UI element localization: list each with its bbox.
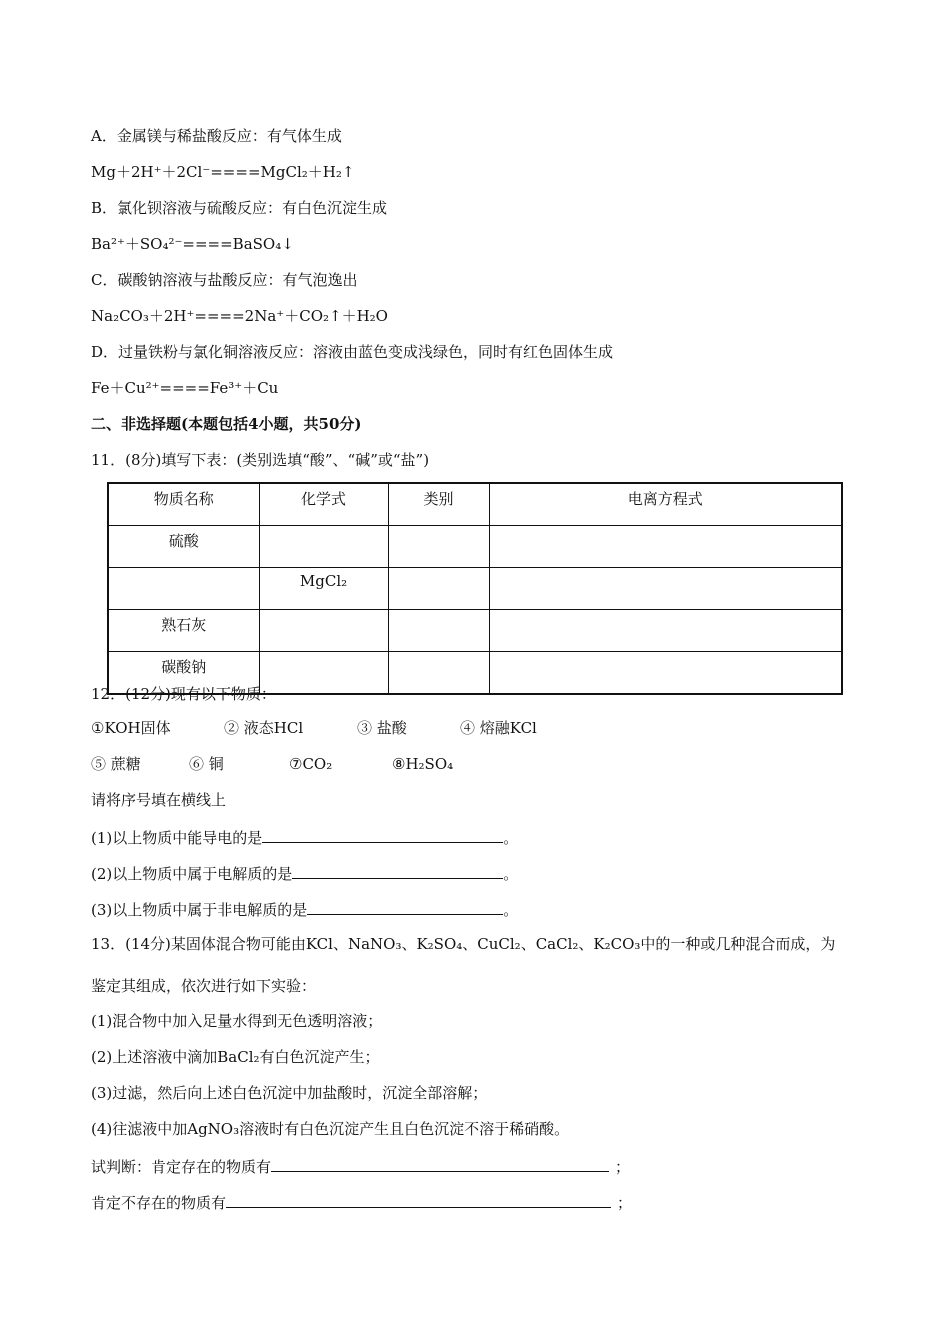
option-b-equation: Ba²⁺＋SO₄²⁻====BaSO₄↓ [91, 235, 294, 253]
table-cell-input[interactable] [388, 568, 489, 610]
q12-stem: 12．(12分)现有以下物质： [91, 685, 276, 703]
q13-judge-absent [91, 1191, 632, 1213]
table-cell-input[interactable] [489, 568, 842, 610]
table-header-row [108, 483, 842, 526]
table-row [108, 526, 842, 568]
answer-blank[interactable] [292, 862, 503, 879]
q13-step3: (3)过滤，然后向上述白色沉淀中加盐酸时，沉淀全部溶解； [91, 1084, 488, 1102]
q12-sub3 [91, 898, 518, 920]
q13-stem-line2: 鉴定其组成，依次进行如下实验： [91, 977, 317, 995]
q12-sub3-text: (3)以上物质中属于非电解质的是 [91, 901, 308, 919]
table-row [108, 610, 842, 652]
header-formula: 化学式 [259, 483, 388, 526]
option-a-label: A．金属镁与稀盐酸反应：有气体生成 [91, 127, 342, 145]
period: 。 [503, 865, 519, 883]
q12-items-row2 [91, 754, 453, 774]
table-cell-input[interactable] [388, 610, 489, 652]
table-cell-input[interactable] [259, 652, 388, 695]
answer-blank[interactable] [226, 1191, 611, 1208]
table-cell: 熟石灰 [108, 610, 259, 652]
list-item: ⑥ 铜 [189, 755, 224, 773]
q12-instruction: 请将序号填在横线上 [91, 791, 227, 809]
table-cell: 碳酸钠 [108, 652, 259, 695]
header-substance-name: 物质名称 [108, 483, 259, 526]
list-item: ①KOH固体 [91, 719, 171, 737]
list-item: ③ 盐酸 [357, 719, 407, 737]
answer-blank[interactable] [307, 898, 503, 915]
q13-stem-line1: 13．(14分)某固体混合物可能由KCl、NaNO₃、K₂SO₄、CuCl₂、CaCl₂、K₂CO₃中的一种或几种混合而成，为 [91, 935, 836, 953]
q13-step2: (2)上述溶液中滴加BaCl₂有白色沉淀产生； [91, 1048, 380, 1066]
q12-sub2-text: (2)以上物质中属于电解质的是 [91, 865, 293, 883]
option-c-equation: Na₂CO₃＋2H⁺====2Na⁺＋CO₂↑＋H₂O [91, 307, 388, 325]
q13-judge-present [91, 1155, 630, 1177]
q12-items-row1 [91, 718, 537, 738]
list-item: ⑧H₂SO₄ [392, 755, 454, 773]
table-cell: MgCl₂ [259, 568, 388, 610]
table-cell-input[interactable] [388, 526, 489, 568]
table-cell-input[interactable] [489, 652, 842, 695]
q11-table [107, 482, 843, 695]
period: 。 [503, 829, 519, 847]
option-d-equation: Fe＋Cu²⁺====Fe³⁺＋Cu [91, 379, 279, 397]
q13-step4: (4)往滤液中加AgNO₃溶液时有白色沉淀产生且白色沉淀不溶于稀硝酸。 [91, 1120, 570, 1138]
answer-blank[interactable] [262, 826, 503, 843]
option-b-label: B．氯化钡溶液与硫酸反应：有白色沉淀生成 [91, 199, 388, 217]
option-d-label: D．过量铁粉与氯化铜溶液反应：溶液由蓝色变成浅绿色，同时有红色固体生成 [91, 343, 614, 361]
option-c-label: C．碳酸钠溶液与盐酸反应：有气泡逸出 [91, 271, 358, 289]
table-cell-input[interactable] [259, 526, 388, 568]
q12-sub1 [91, 826, 518, 848]
section-heading: 二、非选择题(本题包括4小题，共50分) [91, 415, 362, 433]
table-cell-input[interactable] [489, 610, 842, 652]
semicolon: ； [615, 1158, 631, 1176]
option-a-equation: Mg＋2H⁺＋2Cl⁻====MgCl₂＋H₂↑ [91, 163, 355, 181]
header-category: 类别 [388, 483, 489, 526]
semicolon: ； [617, 1194, 633, 1212]
list-item: ② 液态HCl [224, 719, 304, 737]
table-row [108, 568, 842, 610]
list-item: ④ 熔融KCl [460, 719, 537, 737]
q11-stem: 11．(8分)填写下表：(类别选填“酸”、“碱”或“盐”) [91, 451, 430, 469]
table-cell-input[interactable] [489, 526, 842, 568]
table-cell-input[interactable] [259, 610, 388, 652]
q12-sub2 [91, 862, 518, 884]
header-ionization-equation: 电离方程式 [489, 483, 842, 526]
q13-step1: (1)混合物中加入足量水得到无色透明溶液； [91, 1012, 383, 1030]
q13-judge-text: 试判断：肯定存在的物质有 [91, 1158, 272, 1176]
table-cell: 硫酸 [108, 526, 259, 568]
period: 。 [503, 901, 519, 919]
list-item: ⑤ 蔗糖 [91, 755, 141, 773]
q13-absent-text: 肯定不存在的物质有 [91, 1194, 227, 1212]
answer-blank[interactable] [271, 1155, 609, 1172]
table-cell-input[interactable] [388, 652, 489, 695]
table-cell-input[interactable] [108, 568, 259, 610]
list-item: ⑦CO₂ [289, 755, 333, 773]
q12-sub1-text: (1)以上物质中能导电的是 [91, 829, 263, 847]
